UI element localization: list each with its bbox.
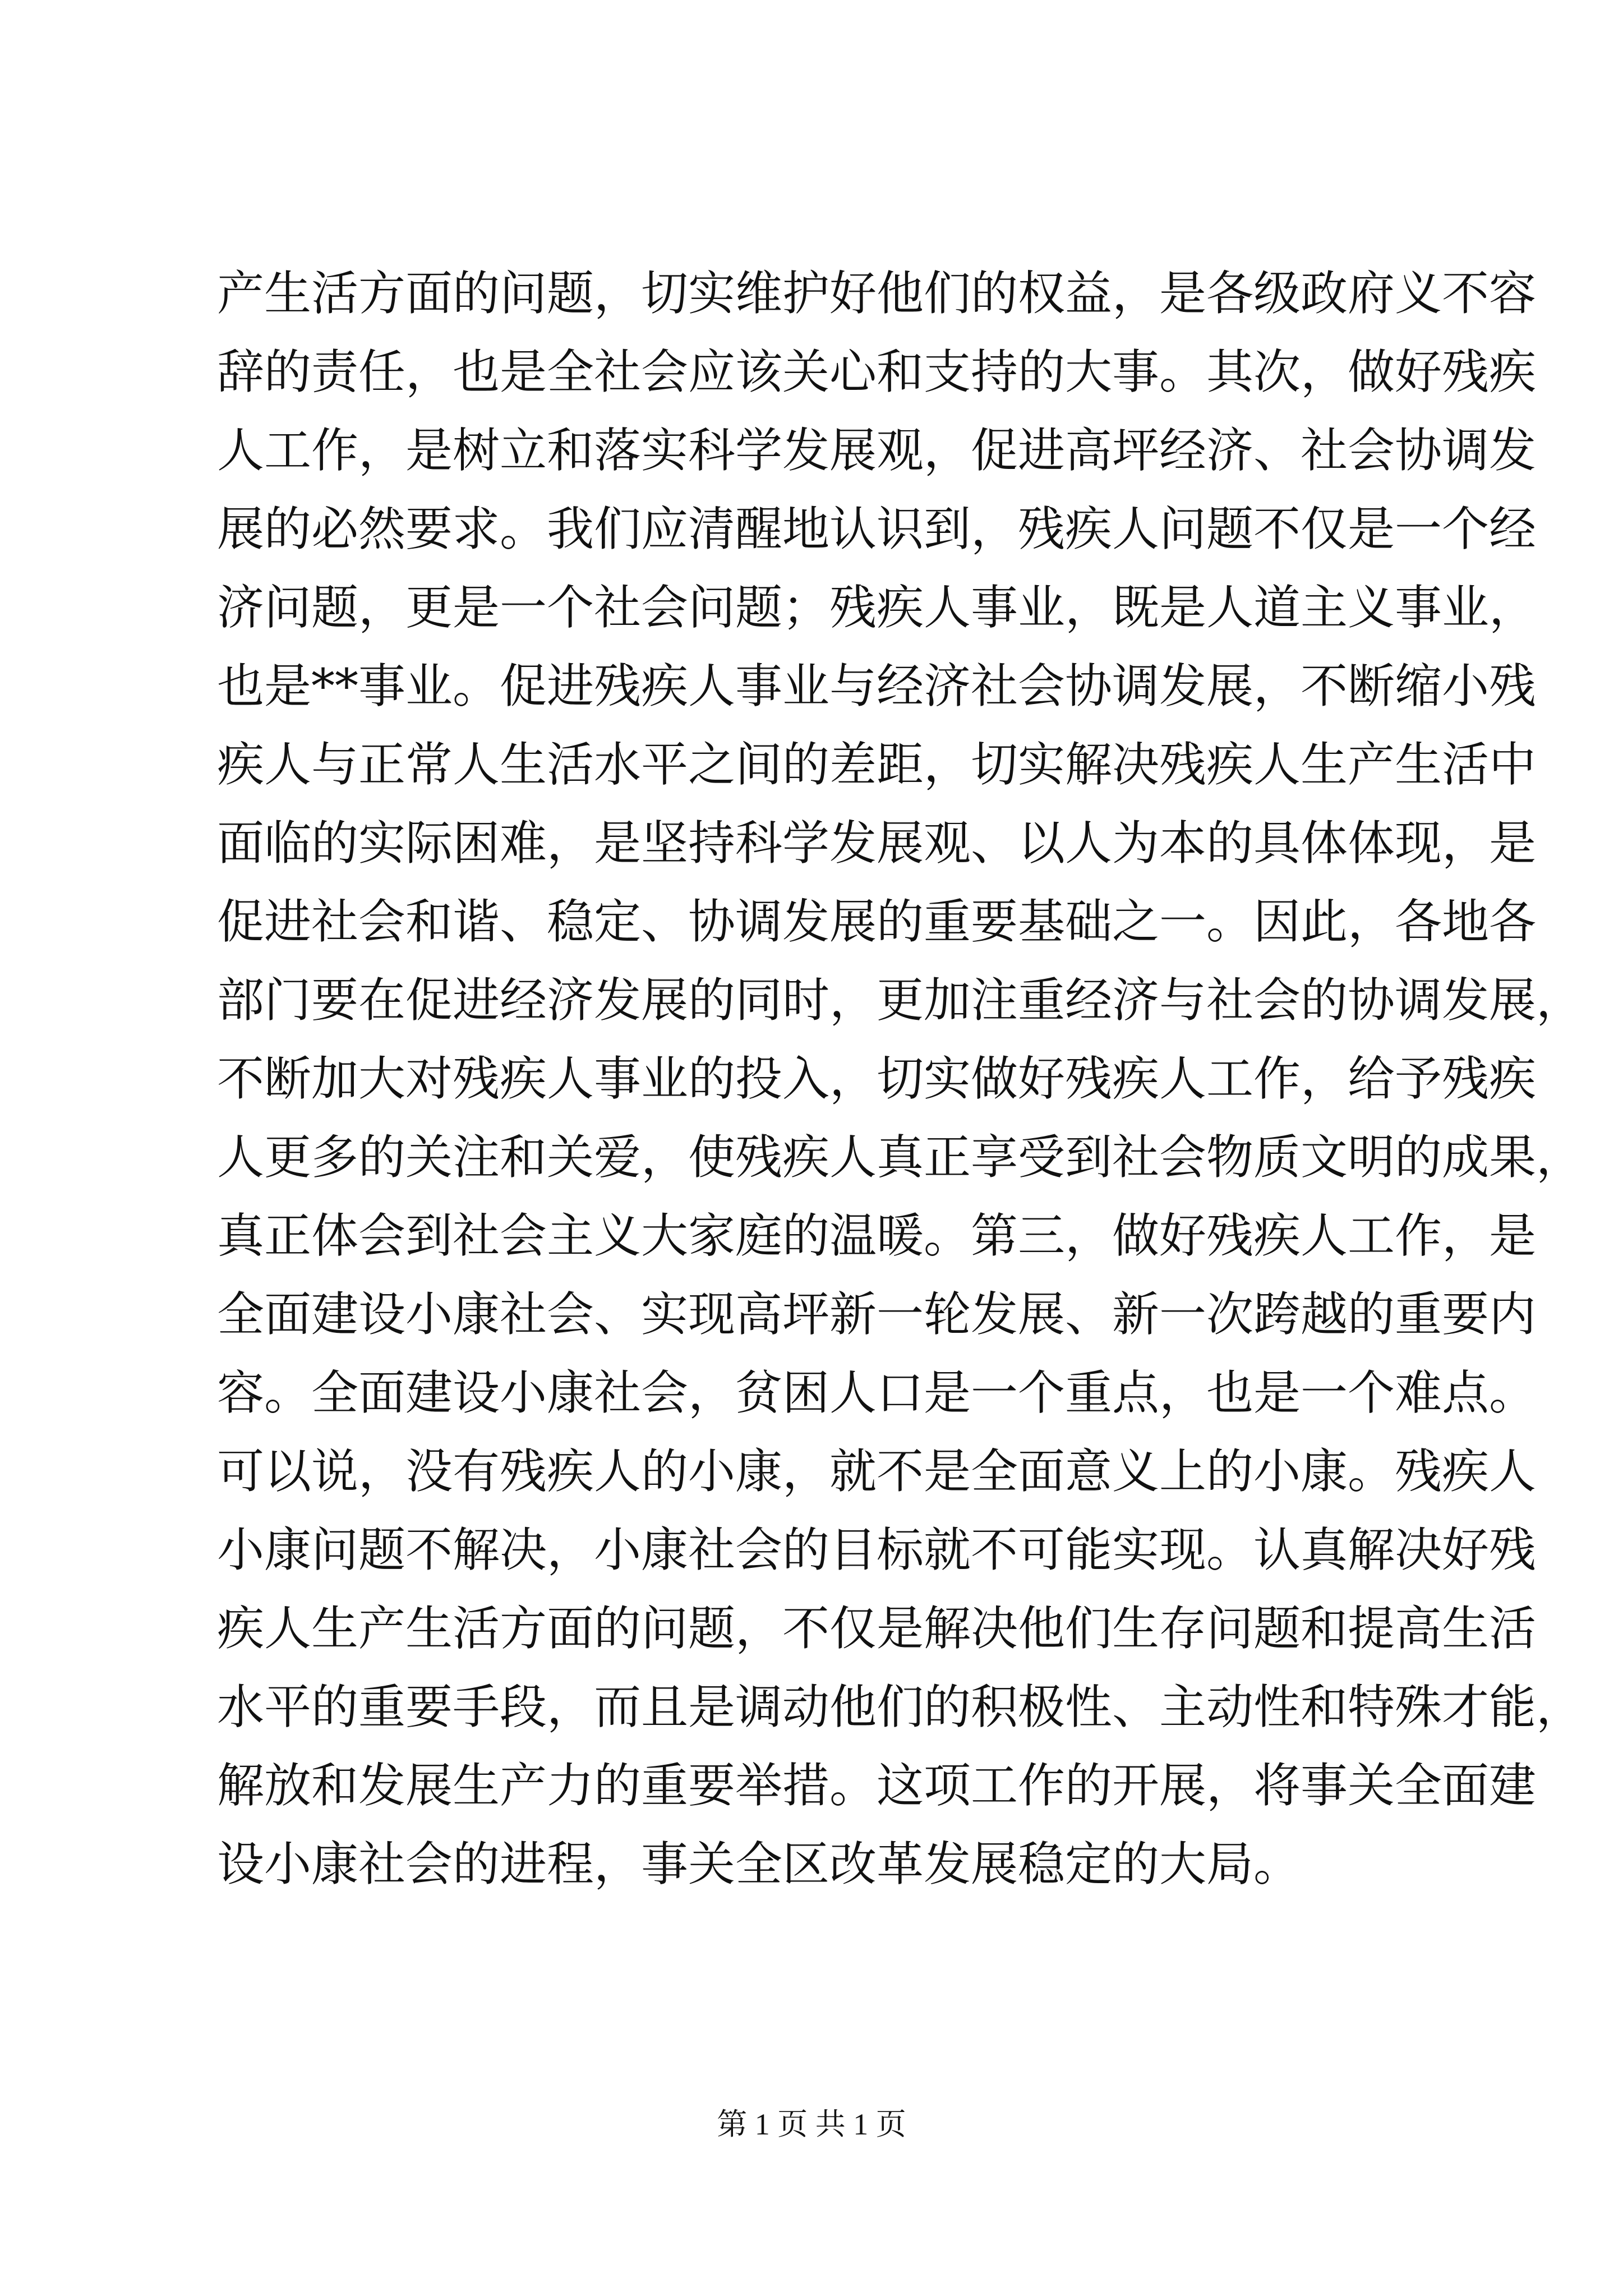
text-line: 疾人生产生活方面的问题，不仅是解决他们生存问题和提高生活: [217, 1601, 1537, 1656]
text-line: 容。全面建设小康社会，贫困人口是一个重点，也是一个难点。: [217, 1365, 1537, 1420]
text-line: 真正体会到社会主义大家庭的温暖。第三，做好残疾人工作，是: [217, 1208, 1537, 1263]
text-line: 辞的责任，也是全社会应该关心和支持的大事。其次，做好残疾: [217, 344, 1537, 399]
text-line: 部门要在促进经济发展的同时，更加注重经济与社会的协调发展，: [217, 973, 1584, 1028]
text-line: 面临的实际困难，是坚持科学发展观、以人为本的具体体现，是: [217, 816, 1537, 871]
text-line: 小康问题不解决，小康社会的目标就不可能实现。认真解决好残: [217, 1522, 1537, 1577]
text-line: 可以说，没有残疾人的小康，就不是全面意义上的小康。残疾人: [217, 1444, 1537, 1499]
page-footer: [0, 2105, 1623, 2144]
text-line: 展的必然要求。我们应清醒地认识到，残疾人问题不仅是一个经: [217, 501, 1537, 556]
text-line: 产生活方面的问题，切实维护好他们的权益，是各级政府义不容: [217, 266, 1537, 321]
text-line: 也是**事业。促进残疾人事业与经济社会协调发展，不断缩小残: [217, 659, 1537, 714]
text-line: 水平的重要手段，而且是调动他们的积极性、主动性和特殊才能，: [217, 1680, 1584, 1734]
text-line: 不断加大对残疾人事业的投入，切实做好残疾人工作，给予残疾: [217, 1051, 1537, 1106]
text-line: 济问题，更是一个社会问题；残疾人事业，既是人道主义事业，: [217, 580, 1537, 635]
text-line: 疾人与正常人生活水平之间的差距，切实解决残疾人生产生活中: [217, 737, 1537, 792]
text-line: 促进社会和谐、稳定、协调发展的重要基础之一。因此，各地各: [217, 894, 1537, 949]
text-line: 解放和发展生产力的重要举措。这项工作的开展，将事关全面建: [217, 1758, 1537, 1813]
page-number-label: 第 1 页 共 1 页: [717, 2108, 906, 2141]
text-line: 设小康社会的进程，事关全区改革发展稳定的大局。: [217, 1837, 1301, 1892]
text-line: 人工作，是树立和落实科学发展观，促进高坪经济、社会协调发: [217, 423, 1537, 478]
body-paragraph: [217, 254, 1584, 1903]
text-line: 人更多的关注和关爱，使残疾人真正享受到社会物质文明的成果，: [217, 1130, 1584, 1185]
text-line: 全面建设小康社会、实现高坪新一轮发展、新一次跨越的重要内: [217, 1287, 1537, 1342]
